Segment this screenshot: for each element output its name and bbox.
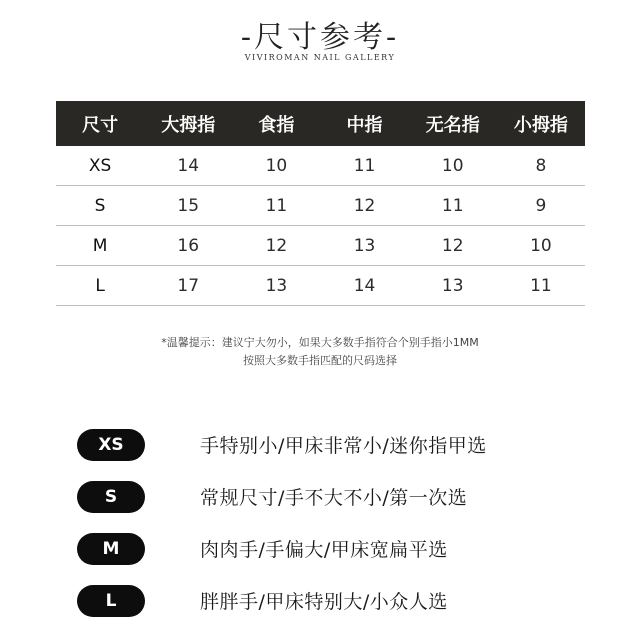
size-description: 胖胖手/甲床特别大/小众人选	[200, 591, 448, 613]
table-row	[56, 186, 585, 226]
header-pinky: 小拇指	[513, 114, 568, 136]
tip-line-2: 按照大多数手指匹配的尺码选择	[243, 354, 397, 367]
table-cell: 10	[497, 226, 585, 266]
brand-subtitle: VIVIROMAN NAIL GALLERY	[244, 53, 396, 62]
table-cell: 13	[320, 226, 408, 266]
list-item	[77, 581, 557, 633]
size-chart-table	[56, 101, 585, 306]
table-cell: 10	[409, 146, 497, 186]
table-cell: 11	[232, 186, 320, 226]
table-row	[56, 266, 585, 306]
table-cell: 17	[144, 266, 232, 306]
table-cell: 12	[320, 186, 408, 226]
table-cell: 8	[497, 146, 585, 186]
table-row	[56, 226, 585, 266]
table-cell: 12	[232, 226, 320, 266]
size-description: 手特别小/甲床非常小/迷你指甲选	[200, 435, 487, 457]
table-cell: 16	[144, 226, 232, 266]
size-badge: XS	[77, 429, 145, 461]
sizing-tip	[0, 334, 640, 370]
header-size: 尺寸	[82, 114, 119, 136]
table-cell: 13	[409, 266, 497, 306]
table-cell-size: M	[56, 226, 144, 266]
table-cell: 9	[497, 186, 585, 226]
size-badge: M	[77, 533, 145, 565]
page-title: -尺寸参考-	[240, 20, 400, 55]
list-item	[77, 529, 557, 581]
table-cell: 14	[320, 266, 408, 306]
list-item	[77, 425, 557, 477]
table-cell: 11	[320, 146, 408, 186]
table-row	[56, 146, 585, 186]
list-item	[77, 477, 557, 529]
table-cell-size: L	[56, 266, 144, 306]
size-badge: S	[77, 481, 145, 513]
table-cell: 14	[144, 146, 232, 186]
header-middle: 中指	[346, 114, 383, 136]
size-badge: L	[77, 585, 145, 617]
header-ring: 无名指	[425, 114, 480, 136]
size-description: 常规尺寸/手不大不小/第一次选	[200, 487, 468, 509]
table-header-row	[56, 101, 585, 146]
header-thumb: 大拇指	[161, 114, 216, 136]
table-cell-size: XS	[56, 146, 144, 186]
table-cell: 11	[497, 266, 585, 306]
table-cell: 10	[232, 146, 320, 186]
header-index: 食指	[258, 114, 295, 136]
table-cell: 15	[144, 186, 232, 226]
table-cell: 12	[409, 226, 497, 266]
size-description: 肉肉手/手偏大/甲床宽扁平选	[200, 539, 448, 561]
size-guide-list	[77, 425, 557, 633]
tip-line-1: *温馨提示：建议宁大勿小，如果大多数手指符合个别手指小1MM	[161, 336, 479, 349]
table-cell: 11	[409, 186, 497, 226]
table-cell-size: S	[56, 186, 144, 226]
table-cell: 13	[232, 266, 320, 306]
